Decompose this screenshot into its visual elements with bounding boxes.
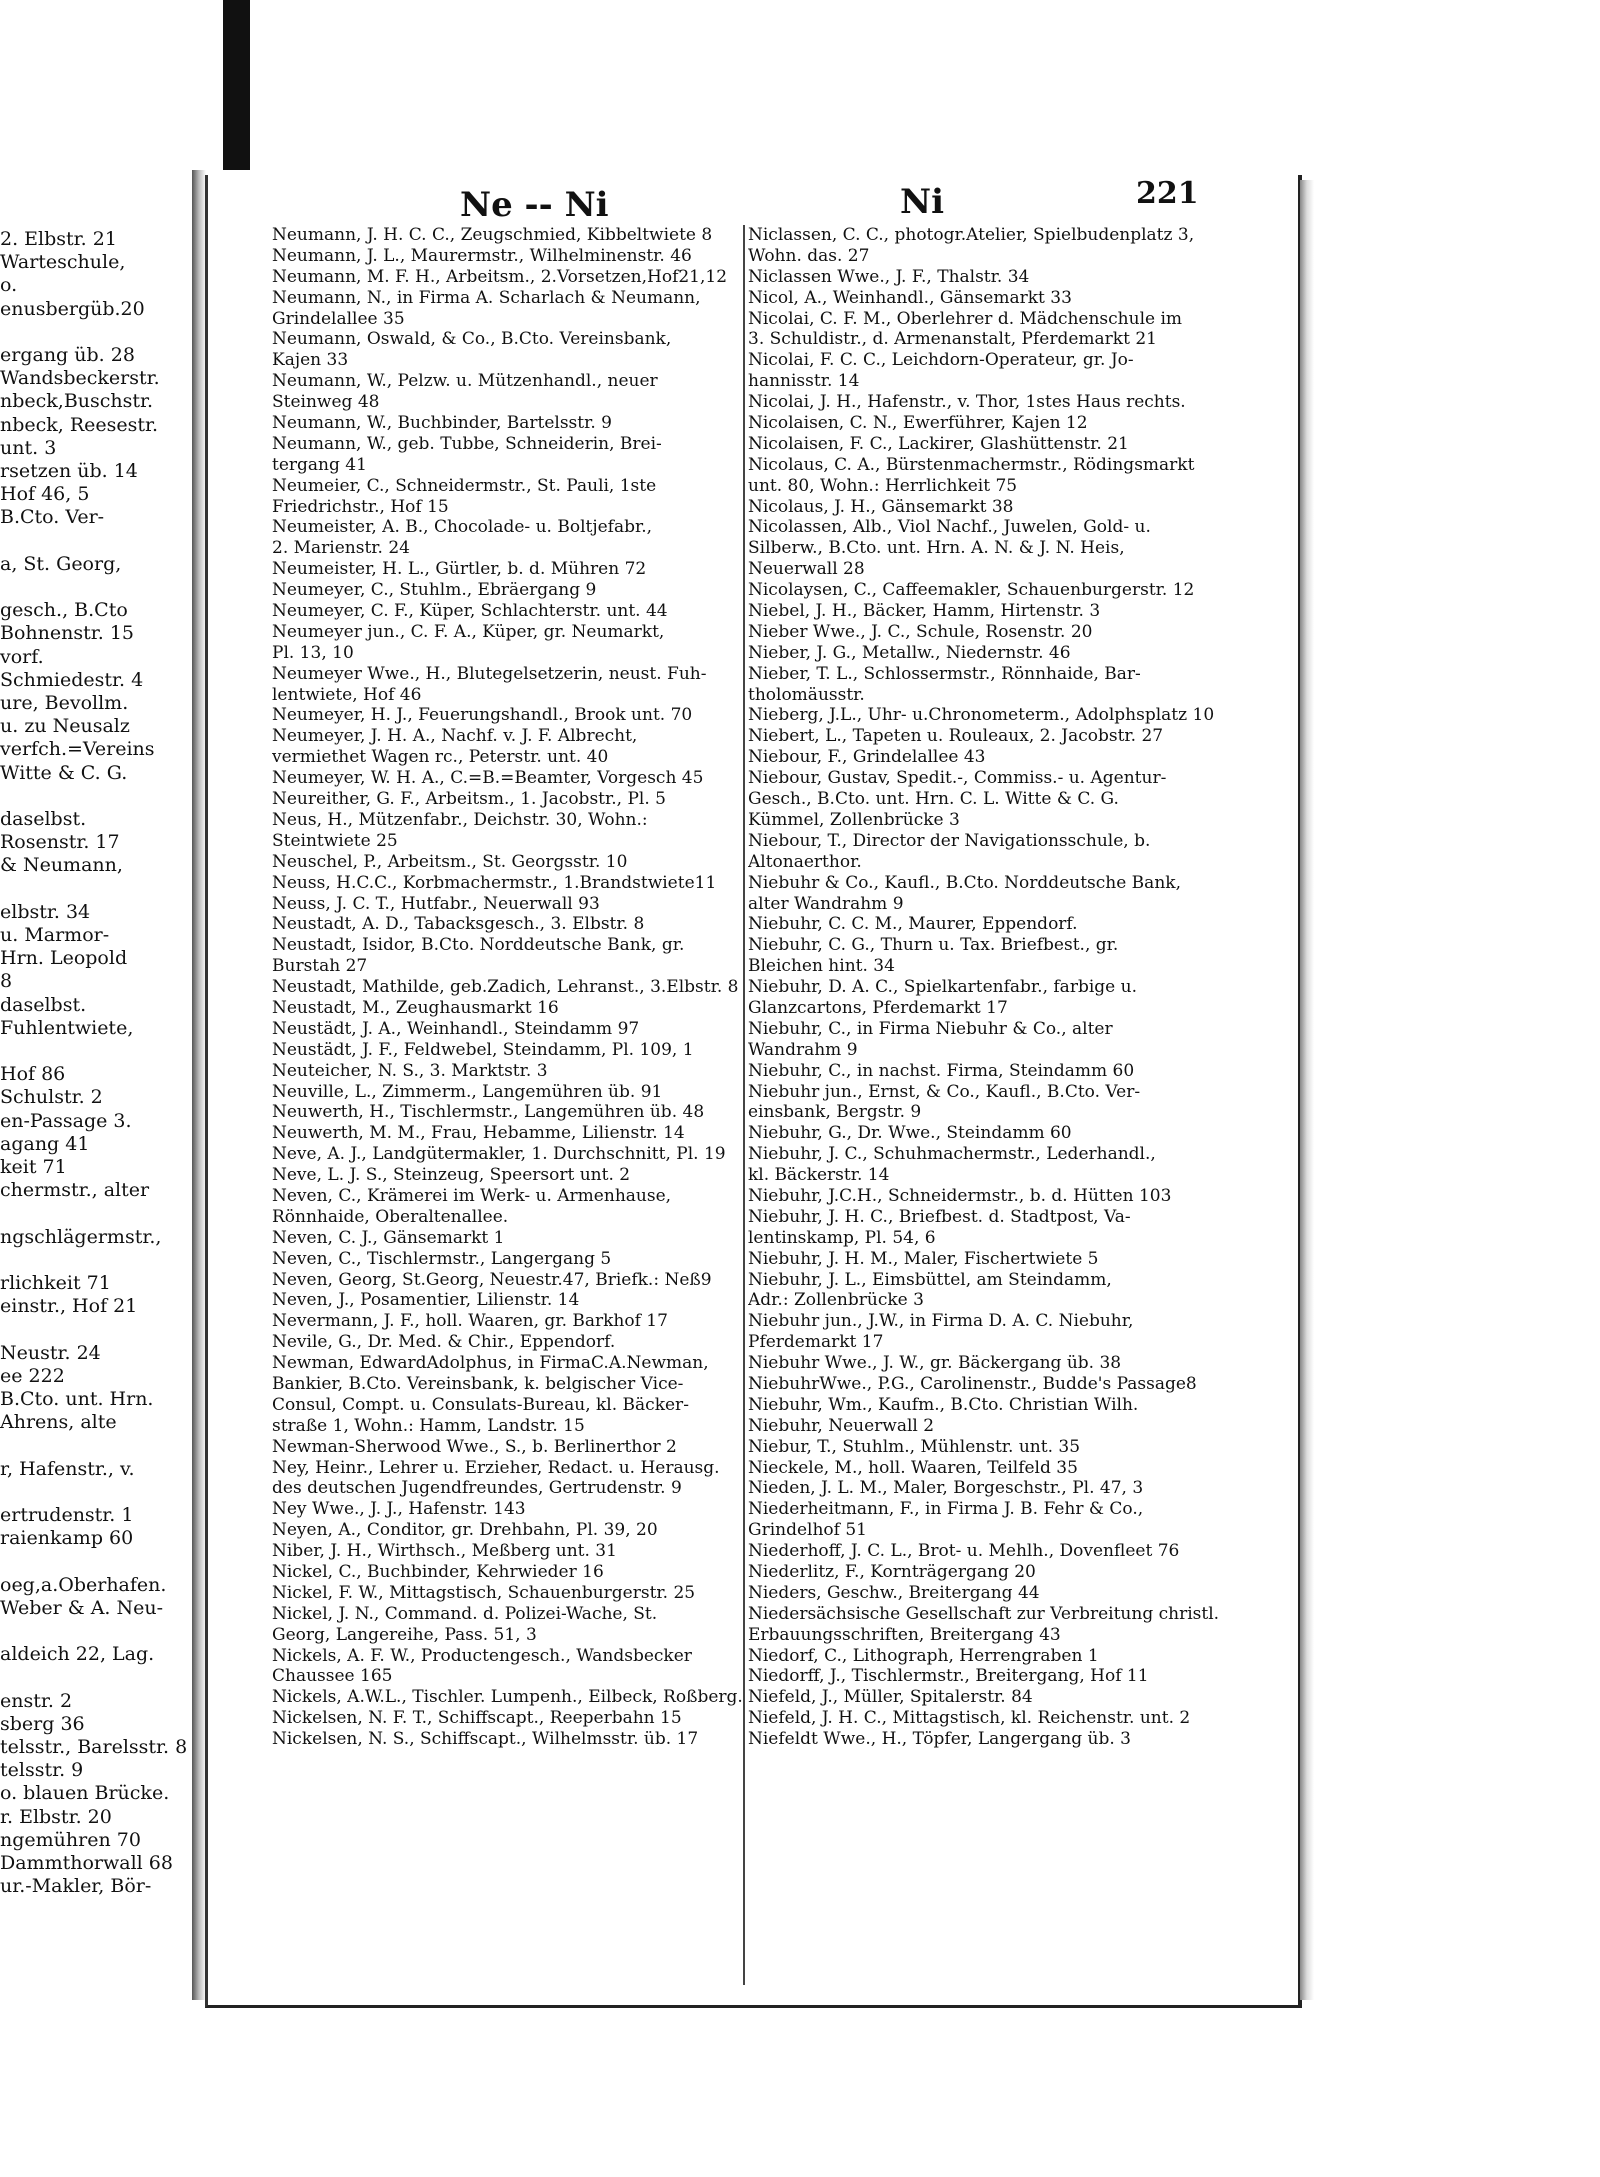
directory-entry: unt. 80, Wohn.: Herrlichkeit 75: [748, 475, 1018, 496]
directory-entry: Georg, Langereihe, Pass. 51, 3: [272, 1624, 537, 1645]
directory-entry: Niedersächsische Gesellschaft zur Verbreitung christl.: [748, 1603, 1220, 1624]
directory-entry: Neuss, H.C.C., Korbmachermstr., 1.Brandstwiete11: [272, 872, 717, 893]
directory-entry: Niebuhr, C., in Firma Niebuhr & Co., alter: [748, 1018, 1113, 1039]
directory-entry: des deutschen Jugendfreundes, Gertrudenstr. 9: [272, 1478, 682, 1499]
facing-page-line: verfch.=Vereins: [0, 738, 155, 761]
directory-entry: Neumeyer, H. J., Feuerungshandl., Brook unt. 70: [272, 705, 693, 726]
facing-page-line: Hof 86: [0, 1063, 66, 1086]
directory-entry: Neven, C., Tischlermstr., Langergang 5: [272, 1248, 612, 1269]
directory-entry: Nickelsen, N. F. T., Schiffscapt., Reeperbahn 15: [272, 1708, 682, 1729]
page-number: 221: [1136, 176, 1199, 211]
facing-page-line: B.Cto. Ver-: [0, 506, 105, 529]
directory-entry: Niebuhr Wwe., J. W., gr. Bäckergang üb. 38: [748, 1353, 1122, 1374]
directory-entry: Adr.: Zollenbrücke 3: [748, 1290, 924, 1311]
directory-entry: Neuss, J. C. T., Hutfabr., Neuerwall 93: [272, 893, 600, 914]
directory-entry: Neureither, G. F., Arbeitsm., 1. Jacobstr., Pl. 5: [272, 789, 666, 810]
facing-page-line: daselbst.: [0, 808, 87, 830]
directory-entry: Wandrahm 9: [748, 1039, 858, 1060]
directory-entry: Niebel, J. H., Bäcker, Hamm, Hirtenstr. 3: [748, 601, 1101, 622]
directory-entry: Neven, Georg, St.Georg, Neuestr.47, Briefk.: Neß9: [272, 1269, 712, 1290]
directory-entry: tholomäusstr.: [748, 684, 865, 705]
facing-page-line: unt. 3: [0, 436, 57, 459]
facing-page-line: Hrn. Leopold: [0, 947, 128, 970]
directory-entry: Friedrichstr., Hof 15: [272, 496, 449, 517]
directory-entry: Nicolaisen, F. C., Lackirer, Glashüttenstr. 21: [748, 433, 1129, 454]
directory-entry: Neumeyer, J. H. A., Nachf. v. J. F. Albrecht,: [272, 726, 638, 747]
facing-page-line: Fuhlentwiete,: [0, 1016, 134, 1039]
directory-entry: Neumeyer, W. H. A., C.=B.=Beamter, Vorgesch 45: [272, 768, 704, 789]
facing-page-line: r. Elbstr. 20: [0, 1805, 112, 1828]
directory-entry: Nickels, A. F. W., Productengesch., Wandsbecker: [272, 1645, 692, 1666]
facing-page-line: Schulstr. 2: [0, 1086, 103, 1109]
directory-entry: Niebuhr jun., Ernst, & Co., Kaufl., B.Cto. Ver-: [748, 1081, 1141, 1102]
directory-entry: Nieber Wwe., J. C., Schule, Rosenstr. 20: [748, 621, 1093, 642]
directory-entry: straße 1, Wohn.: Hamm, Landstr. 15: [272, 1415, 585, 1436]
running-header-range: Ne -- Ni: [460, 185, 609, 225]
directory-entry: Niclassen Wwe., J. F., Thalstr. 34: [748, 266, 1030, 287]
directory-entry: Neumann, W., Buchbinder, Bartelsstr. 9: [272, 413, 612, 434]
facing-page-line: B.Cto. unt. Hrn.: [0, 1388, 154, 1410]
directory-entry: Neustadt, Isidor, B.Cto. Norddeutsche Bank, gr.: [272, 935, 685, 956]
directory-entry: Neumann, W., Pelzw. u. Mützenhandl., neuer: [272, 371, 658, 392]
column-divider: [743, 225, 745, 1985]
directory-entry: Nickel, J. N., Command. d. Polizei-Wache, St.: [272, 1603, 658, 1624]
facing-page-line: ure, Bevollm.: [0, 692, 129, 714]
directory-entry: Pl. 13, 10: [272, 642, 354, 663]
directory-entry: lentinskamp, Pl. 54, 6: [748, 1227, 936, 1248]
facing-page-line: sberg 36: [0, 1712, 85, 1735]
facing-page-line: rsetzen üb. 14: [0, 460, 138, 482]
facing-page-line: ergang üb. 28: [0, 344, 135, 366]
directory-entry: tergang 41: [272, 454, 367, 475]
directory-entry: Newman, EdwardAdolphus, in FirmaC.A.Newman,: [272, 1353, 709, 1374]
facing-page-line: u. zu Neusalz: [0, 715, 130, 738]
directory-entry: Neven, J., Posamentier, Lilienstr. 14: [272, 1290, 580, 1311]
gutter-shadow: [192, 170, 206, 2000]
directory-entry: Ney, Heinr., Lehrer u. Erzieher, Redact. u. Herausg.: [272, 1457, 720, 1478]
entries-column-right: [748, 225, 1230, 1750]
directory-entry: Neustädt, J. F., Feldwebel, Steindamm, Pl. 109, 1: [272, 1039, 694, 1060]
directory-entry: Niebuhr jun., J.W., in Firma D. A. C. Niebuhr,: [748, 1311, 1134, 1332]
directory-entry: Neven, C. J., Gänsemarkt 1: [272, 1227, 505, 1248]
directory-entry: Niedorf, C., Lithograph, Herrengraben 1: [748, 1645, 1099, 1666]
directory-entry: Chaussee 165: [272, 1666, 393, 1687]
directory-entry: Nicolassen, Alb., Viol Nachf., Juwelen, Gold- u.: [748, 517, 1151, 538]
directory-entry: Nieden, J. L. M., Maler, Borgeschstr., Pl. 47, 3: [748, 1478, 1144, 1499]
facing-page-line: o.: [0, 274, 18, 297]
directory-entry: Nicolaisen, C. N., Ewerführer, Kajen 12: [748, 413, 1088, 434]
directory-entry: Neumann, Oswald, & Co., B.Cto. Vereinsbank,: [272, 329, 672, 350]
directory-entry: Niebuhr, G., Dr. Wwe., Steindamm 60: [748, 1123, 1072, 1144]
directory-entry: Niebuhr, J.C.H., Schneidermstr., b. d. Hütten 103: [748, 1185, 1172, 1206]
directory-entry: Nieberg, J.L., Uhr- u.Chronometerm., Adolphsplatz 10: [748, 705, 1215, 726]
directory-entry: Niebuhr, C., in nachst. Firma, Steindamm 60: [748, 1060, 1135, 1081]
facing-page-line: Rosenstr. 17: [0, 831, 120, 854]
directory-entry: Neumann, N., in Firma A. Scharlach & Neumann,: [272, 287, 701, 308]
facing-page-line: Witte & C. G.: [0, 761, 128, 784]
directory-entry: Nickelsen, N. S., Schiffscapt., Wilhelmsstr. üb. 17: [272, 1729, 699, 1750]
directory-entry: Neus, H., Mützenfabr., Deichstr. 30, Wohn.:: [272, 809, 648, 830]
directory-entry: Nevermann, J. F., holl. Waaren, gr. Barkhof 17: [272, 1311, 668, 1332]
directory-entry: Neyen, A., Conditor, gr. Drehbahn, Pl. 39, 20: [272, 1520, 658, 1541]
facing-page-line: nbeck,Buschstr.: [0, 390, 154, 413]
directory-entry: Neuville, L., Zimmerm., Langemühren üb. 91: [272, 1081, 663, 1102]
facing-page-line: nbeck, Reesestr.: [0, 413, 159, 436]
directory-entry: Neuschel, P., Arbeitsm., St. Georgsstr. 10: [272, 851, 628, 872]
directory-entry: Niederhoff, J. C. L., Brot- u. Mehlh., Dovenfleet 76: [748, 1541, 1180, 1562]
directory-entry: Nicolai, C. F. M., Oberlehrer d. Mädchenschule im: [748, 308, 1183, 329]
facing-page-line: ngschlägermstr.,: [0, 1225, 162, 1248]
facing-page-line: 8: [0, 970, 13, 993]
directory-entry: Glanzcartons, Pferdemarkt 17: [748, 997, 1008, 1018]
directory-entry: Nieber, T. L., Schlossermstr., Rönnhaide, Bar-: [748, 663, 1141, 684]
directory-entry: Bleichen hint. 34: [748, 956, 895, 977]
directory-entry: Nicol, A., Weinhandl., Gänsemarkt 33: [748, 287, 1072, 308]
directory-entry: Rönnhaide, Oberaltenallee.: [272, 1206, 509, 1227]
facing-page-fragment: [0, 170, 198, 2000]
directory-entry: Silberw., B.Cto. unt. Hrn. A. N. & J. N. Heis,: [748, 538, 1125, 559]
directory-entry: Niederheitmann, F., in Firma J. B. Fehr & Co.,: [748, 1499, 1144, 1520]
facing-page-line: & Neumann,: [0, 854, 123, 877]
directory-entry: Burstah 27: [272, 956, 368, 977]
facing-page-line: ertrudenstr. 1: [0, 1504, 134, 1526]
facing-page-line: einstr., Hof 21: [0, 1295, 138, 1318]
directory-entry: Altonaerthor.: [748, 851, 862, 872]
entries-column-left: [272, 225, 754, 1750]
facing-page-line: telsstr., Barelsstr. 8: [0, 1736, 188, 1758]
directory-entry: Niefeld, J. H. C., Mittagstisch, kl. Reichenstr. unt. 2: [748, 1708, 1191, 1729]
facing-page-line: 2. Elbstr. 21: [0, 228, 117, 250]
facing-page-line: chermstr., alter: [0, 1179, 150, 1202]
directory-entry: Niederlitz, F., Kornträgergang 20: [748, 1562, 1036, 1582]
directory-entry: Niebour, T., Director der Navigationsschule, b.: [748, 830, 1151, 851]
directory-entry: Niebur, T., Stuhlm., Mühlenstr. unt. 35: [748, 1436, 1081, 1457]
directory-entry: Bankier, B.Cto. Vereinsbank, k. belgischer Vice-: [272, 1373, 684, 1394]
binding-strip: [223, 0, 250, 170]
directory-entry: Neuwerth, M. M., Frau, Hebamme, Lilienstr. 14: [272, 1123, 685, 1144]
directory-entry: Nieber, J. G., Metallw., Niedernstr. 46: [748, 642, 1071, 663]
directory-entry: Nieders, Geschw., Breitergang 44: [748, 1582, 1040, 1603]
directory-entry: Niefeldt Wwe., H., Töpfer, Langergang üb. 3: [748, 1729, 1131, 1750]
page-edge-shadow: [1300, 180, 1314, 2000]
directory-entry: Neumann, J. H. C. C., Zeugschmied, Kibbeltwiete 8: [272, 225, 713, 245]
facing-page-line: rlichkeit 71: [0, 1272, 111, 1294]
facing-page-line: gesch., B.Cto: [0, 599, 128, 622]
directory-entry: Neven, C., Krämerei im Werk- u. Armenhause,: [272, 1185, 672, 1206]
directory-entry: Niebuhr, J. L., Eimsbüttel, am Steindamm,: [748, 1269, 1112, 1290]
directory-entry: lentwiete, Hof 46: [272, 684, 422, 705]
directory-entry: Grindelhof 51: [748, 1520, 867, 1541]
directory-entry: Neustadt, M., Zeughausmarkt 16: [272, 997, 559, 1018]
directory-entry: Nicolaus, C. A., Bürstenmachermstr., Rödingsmarkt: [748, 454, 1195, 475]
running-header-letters: Ni: [900, 182, 944, 222]
facing-page-line: Hof 46, 5: [0, 483, 90, 506]
directory-entry: Neustadt, A. D., Tabacksgesch., 3. Elbstr. 8: [272, 914, 645, 935]
directory-entry: Niebuhr, Wm., Kaufm., B.Cto. Christian Wilh.: [748, 1394, 1139, 1415]
directory-entry: Newman-Sherwood Wwe., S., b. Berlinerthor 2: [272, 1436, 677, 1457]
directory-entry: Steintwiete 25: [272, 830, 398, 851]
directory-entry: Nickel, C., Buchbinder, Kehrwieder 16: [272, 1562, 604, 1582]
directory-entry: Neustädt, J. A., Weinhandl., Steindamm 97: [272, 1018, 640, 1039]
directory-entry: Nickels, A.W.L., Tischler. Lumpenh., Eilbeck, Roßberg.: [272, 1687, 743, 1708]
directory-entry: Niefeld, J., Müller, Spitalerstr. 84: [748, 1687, 1033, 1708]
directory-entry: Niebuhr, J. H. C., Briefbest. d. Stadtpost, Va-: [748, 1206, 1131, 1227]
directory-entry: vermiethet Wagen rc., Peterstr. unt. 40: [272, 747, 609, 768]
facing-page-line: Weber & A. Neu-: [0, 1596, 164, 1619]
facing-page-line: Ahrens, alte: [0, 1411, 117, 1434]
directory-entry: Nevile, G., Dr. Med. & Chir., Eppendorf.: [272, 1332, 616, 1353]
facing-page-line: ngemühren 70: [0, 1828, 141, 1851]
directory-entry: Niebour, F., Grindelallee 43: [748, 747, 986, 768]
facing-page-line: aldeich 22, Lag.: [0, 1643, 155, 1666]
directory-entry: Neuerwall 28: [748, 559, 865, 580]
directory-entry: Neumeyer, C. F., Küper, Schlachterstr. unt. 44: [272, 601, 668, 622]
directory-entry: Consul, Compt. u. Consulats-Bureau, kl. Bäcker-: [272, 1394, 689, 1415]
directory-entry: Grindelallee 35: [272, 308, 405, 329]
facing-page-line: ur.-Makler, Bör-: [0, 1875, 152, 1898]
facing-page-line: en-Passage 3.: [0, 1109, 132, 1132]
directory-entry: Nieckele, M., holl. Waaren, Teilfeld 35: [748, 1457, 1078, 1478]
directory-entry: Niebuhr, J. C., Schuhmachermstr., Lederhandl.,: [748, 1144, 1156, 1165]
directory-entry: Pferdemarkt 17: [748, 1332, 884, 1353]
directory-entry: Neumeyer jun., C. F. A., Küper, gr. Neumarkt,: [272, 621, 665, 642]
facing-page-line: u. Marmor-: [0, 924, 110, 946]
directory-entry: Niedorff, J., Tischlermstr., Breitergang, Hof 11: [748, 1666, 1149, 1687]
directory-entry: Neumann, M. F. H., Arbeitsm., 2.Vorsetzen,Hof21,12: [272, 266, 728, 287]
directory-entry: Neuwerth, H., Tischlermstr., Langemühren üb. 48: [272, 1102, 705, 1123]
directory-entry: Niber, J. H., Wirthsch., Meßberg unt. 31: [272, 1541, 617, 1562]
facing-page-line: Dammthorwall 68: [0, 1852, 173, 1874]
facing-page-line: vorf.: [0, 645, 44, 668]
facing-page-line: keit 71: [0, 1156, 67, 1178]
directory-entry: Nicolai, F. C. C., Leichdorn-Operateur, gr. Jo-: [748, 350, 1134, 371]
facing-page-line: ee 222: [0, 1364, 65, 1387]
facing-page-line: Wandsbeckerstr.: [0, 367, 160, 390]
facing-page-line: enstr. 2: [0, 1689, 73, 1712]
directory-entry: Neve, L. J. S., Steinzeug, Speersort unt. 2: [272, 1165, 631, 1186]
directory-entry: Neumeister, A. B., Chocolade- u. Boltjefabr.,: [272, 517, 653, 538]
directory-entry: Niebert, L., Tapeten u. Rouleaux, 2. Jacobstr. 27: [748, 726, 1164, 747]
directory-entry: 2. Marienstr. 24: [272, 538, 410, 559]
directory-entry: Gesch., B.Cto. unt. Hrn. C. L. Witte & C. G.: [748, 789, 1119, 810]
directory-entry: Niclassen, C. C., photogr.Atelier, Spielbudenplatz 3,: [748, 225, 1195, 245]
directory-entry: Kajen 33: [272, 350, 349, 371]
facing-page-line: Schmiedestr. 4: [0, 668, 144, 691]
directory-entry: Wohn. das. 27: [748, 245, 870, 266]
directory-entry: Niebuhr, J. H. M., Maler, Fischertwiete 5: [748, 1248, 1099, 1269]
directory-entry: Steinweg 48: [272, 392, 380, 413]
directory-entry: Neuteicher, N. S., 3. Marktstr. 3: [272, 1060, 548, 1081]
facing-page-line: elbstr. 34: [0, 900, 91, 923]
directory-entry: einsbank, Bergstr. 9: [748, 1102, 922, 1123]
directory-entry: Nicolai, J. H., Hafenstr., v. Thor, 1stes Haus rechts.: [748, 392, 1186, 413]
facing-page-line: agang 41: [0, 1132, 90, 1155]
facing-page-line: o. blauen Brücke.: [0, 1782, 170, 1805]
directory-entry: Niebuhr, D. A. C., Spielkartenfabr., farbige u.: [748, 977, 1137, 998]
directory-entry: Niebuhr, C. C. M., Maurer, Eppendorf.: [748, 914, 1078, 935]
directory-entry: Neumann, W., geb. Tubbe, Schneiderin, Brei-: [272, 433, 662, 454]
directory-entry: Neumeyer Wwe., H., Blutegelsetzerin, neust. Fuh-: [272, 663, 707, 684]
directory-entry: Neumeister, H. L., Gürtler, b. d. Mühren 72: [272, 559, 647, 580]
directory-entry: Nicolaysen, C., Caffeemakler, Schauenburgerstr. 12: [748, 580, 1195, 601]
directory-entry: Neve, A. J., Landgütermakler, 1. Durchschnitt, Pl. 19: [272, 1144, 726, 1165]
directory-entry: Erbauungsschriften, Breitergang 43: [748, 1624, 1061, 1645]
facing-page-line: a, St. Georg,: [0, 552, 122, 575]
directory-entry: Neumann, J. L., Maurermstr., Wilhelminenstr. 46: [272, 245, 692, 266]
directory-entry: Niebuhr, C. G., Thurn u. Tax. Briefbest., gr.: [748, 935, 1119, 956]
facing-page-line: oeg,a.Oberhafen.: [0, 1573, 167, 1596]
directory-entry: Ney Wwe., J. J., Hafenstr. 143: [272, 1499, 526, 1520]
facing-page-line: Warteschule,: [0, 251, 126, 274]
directory-entry: Neustadt, Mathilde, geb.Zadich, Lehranst., 3.Elbstr. 8: [272, 977, 739, 998]
directory-entry: Nicolaus, J. H., Gänsemarkt 38: [748, 496, 1014, 517]
facing-page-line: Neustr. 24: [0, 1341, 101, 1364]
facing-page-line: raienkamp 60: [0, 1527, 134, 1550]
facing-page-line: daselbst.: [0, 993, 87, 1016]
directory-entry: Niebour, Gustav, Spedit.-, Commiss.- u. Agentur-: [748, 768, 1167, 789]
facing-page-line: telsstr. 9: [0, 1759, 84, 1782]
directory-entry: Nickel, F. W., Mittagstisch, Schauenburgerstr. 25: [272, 1582, 696, 1603]
directory-entry: kl. Bäckerstr. 14: [748, 1165, 890, 1186]
facing-page-line: Bohnenstr. 15: [0, 622, 134, 645]
directory-entry: NiebuhrWwe., P.G., Carolinenstr., Budde's Passage8: [748, 1373, 1197, 1394]
facing-page-line: enusbergüb.20: [0, 297, 145, 320]
directory-entry: Neumeier, C., Schneidermstr., St. Pauli, 1ste: [272, 475, 657, 496]
directory-entry: Niebuhr & Co., Kaufl., B.Cto. Norddeutsche Bank,: [748, 872, 1181, 893]
directory-entry: Kümmel, Zollenbrücke 3: [748, 809, 960, 830]
directory-entry: 3. Schuldistr., d. Armenanstalt, Pferdemarkt 21: [748, 329, 1157, 350]
facing-page-line: r, Hafenstr., v.: [0, 1457, 135, 1480]
directory-entry: Neumeyer, C., Stuhlm., Ebräergang 9: [272, 580, 597, 601]
directory-entry: Niebuhr, Neuerwall 2: [748, 1415, 935, 1436]
directory-entry: alter Wandrahm 9: [748, 893, 904, 914]
directory-entry: hannisstr. 14: [748, 371, 860, 392]
